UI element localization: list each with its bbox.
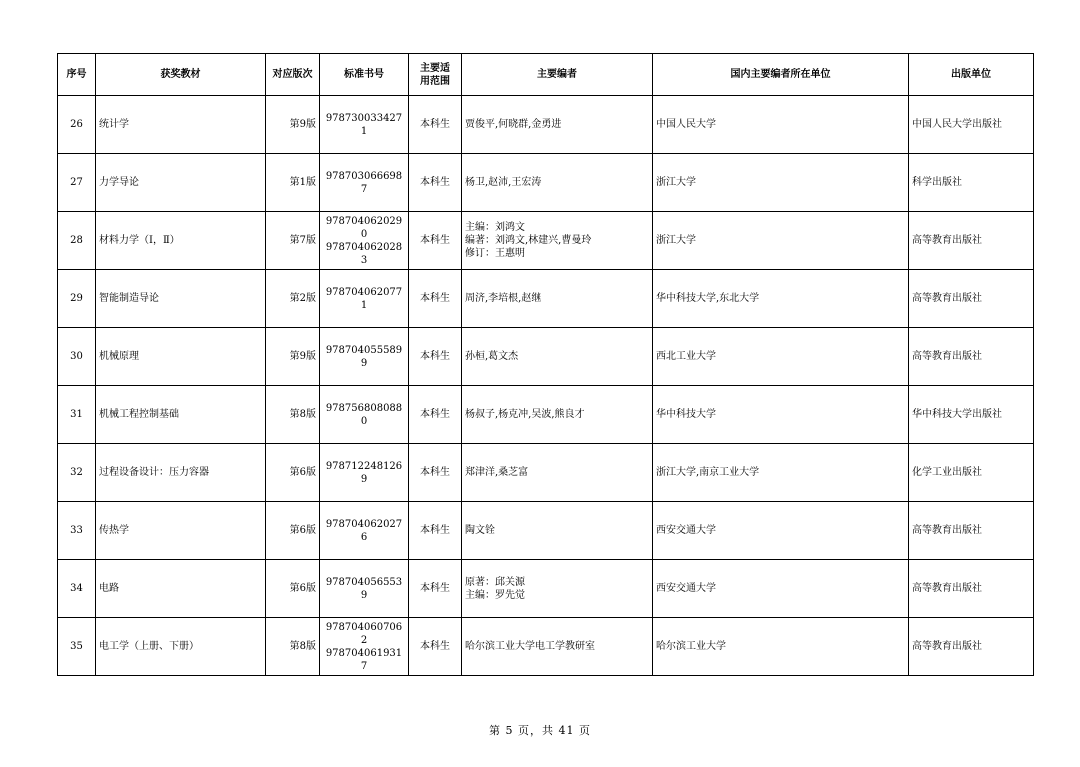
cell-scope: 本科生: [409, 560, 462, 618]
cell-affiliation: 浙江大学: [653, 212, 909, 270]
header-affiliation: 国内主要编者所在单位: [653, 54, 909, 96]
cell-textbook: 智能制造导论: [96, 270, 266, 328]
cell-textbook: 材料力学（Ⅰ，Ⅱ）: [96, 212, 266, 270]
cell-editors: 周济,李培根,赵继: [462, 270, 653, 328]
cell-publisher: 中国人民大学出版社: [909, 96, 1034, 154]
award-textbook-table: [57, 53, 1034, 676]
table-row: [58, 618, 1034, 676]
header-publisher: 出版单位: [909, 54, 1034, 96]
cell-scope: 本科生: [409, 270, 462, 328]
cell-affiliation: 华中科技大学: [653, 386, 909, 444]
cell-scope: 本科生: [409, 328, 462, 386]
header-row: [58, 54, 1034, 96]
cell-index: 27: [58, 154, 96, 212]
cell-publisher: 高等教育出版社: [909, 270, 1034, 328]
header-textbook: 获奖教材: [96, 54, 266, 96]
cell-scope: 本科生: [409, 212, 462, 270]
cell-editors: 贾俊平,何晓群,金勇进: [462, 96, 653, 154]
cell-editors: 主编：刘鸿文 编著：刘鸿文,林建兴,曹曼玲 修订：王惠明: [462, 212, 653, 270]
cell-publisher: 化学工业出版社: [909, 444, 1034, 502]
cell-edition: 第8版: [266, 386, 320, 444]
cell-textbook: 电工学（上册、下册）: [96, 618, 266, 676]
table-row: [58, 444, 1034, 502]
cell-isbn: 9787568080880: [320, 386, 409, 444]
cell-editors: 原著：邱关源 主编：罗先觉: [462, 560, 653, 618]
cell-affiliation: 浙江大学: [653, 154, 909, 212]
header-isbn: 标准书号: [320, 54, 409, 96]
header-edition: 对应版次: [266, 54, 320, 96]
cell-textbook: 传热学: [96, 502, 266, 560]
cell-publisher: 高等教育出版社: [909, 328, 1034, 386]
cell-editors: 孙桓,葛文杰: [462, 328, 653, 386]
cell-textbook: 电路: [96, 560, 266, 618]
cell-affiliation: 西安交通大学: [653, 560, 909, 618]
cell-publisher: 高等教育出版社: [909, 618, 1034, 676]
cell-editors: 郑津洋,桑芝富: [462, 444, 653, 502]
cell-textbook: 过程设备设计：压力容器: [96, 444, 266, 502]
cell-edition: 第2版: [266, 270, 320, 328]
cell-publisher: 科学出版社: [909, 154, 1034, 212]
cell-affiliation: 哈尔滨工业大学: [653, 618, 909, 676]
cell-publisher: 高等教育出版社: [909, 502, 1034, 560]
header-editors: 主要编者: [462, 54, 653, 96]
cell-publisher: 华中科技大学出版社: [909, 386, 1034, 444]
cell-affiliation: 西安交通大学: [653, 502, 909, 560]
cell-isbn: 9787040565539: [320, 560, 409, 618]
cell-index: 29: [58, 270, 96, 328]
cell-edition: 第9版: [266, 96, 320, 154]
cell-edition: 第6版: [266, 444, 320, 502]
table-row: [58, 212, 1034, 270]
cell-scope: 本科生: [409, 444, 462, 502]
cell-isbn: 9787040620771: [320, 270, 409, 328]
header-scope: 主要适 用范围: [409, 54, 462, 96]
cell-editors: 陶文铨: [462, 502, 653, 560]
cell-edition: 第6版: [266, 502, 320, 560]
cell-publisher: 高等教育出版社: [909, 560, 1034, 618]
cell-isbn: 9787040555899: [320, 328, 409, 386]
cell-editors: 哈尔滨工业大学电工学教研室: [462, 618, 653, 676]
cell-textbook: 机械工程控制基础: [96, 386, 266, 444]
cell-isbn: 9787040620290 9787040620283: [320, 212, 409, 270]
cell-textbook: 统计学: [96, 96, 266, 154]
cell-index: 30: [58, 328, 96, 386]
cell-affiliation: 浙江大学,南京工业大学: [653, 444, 909, 502]
cell-textbook: 力学导论: [96, 154, 266, 212]
cell-affiliation: 中国人民大学: [653, 96, 909, 154]
cell-isbn: 9787030666987: [320, 154, 409, 212]
cell-isbn: 9787300334271: [320, 96, 409, 154]
cell-index: 35: [58, 618, 96, 676]
cell-index: 28: [58, 212, 96, 270]
cell-index: 31: [58, 386, 96, 444]
table-row: [58, 386, 1034, 444]
table-row: [58, 154, 1034, 212]
table-row: [58, 96, 1034, 154]
cell-edition: 第6版: [266, 560, 320, 618]
cell-scope: 本科生: [409, 502, 462, 560]
cell-scope: 本科生: [409, 386, 462, 444]
header-index: 序号: [58, 54, 96, 96]
cell-edition: 第1版: [266, 154, 320, 212]
cell-editors: 杨叔子,杨克冲,吴波,熊良才: [462, 386, 653, 444]
cell-edition: 第7版: [266, 212, 320, 270]
page-number: 第 5 页，共 41 页: [489, 724, 591, 737]
cell-index: 34: [58, 560, 96, 618]
cell-affiliation: 西北工业大学: [653, 328, 909, 386]
cell-scope: 本科生: [409, 96, 462, 154]
cell-edition: 第9版: [266, 328, 320, 386]
cell-scope: 本科生: [409, 618, 462, 676]
table-row: [58, 502, 1034, 560]
cell-index: 33: [58, 502, 96, 560]
table-row: [58, 560, 1034, 618]
cell-index: 26: [58, 96, 96, 154]
table-row: [58, 328, 1034, 386]
cell-isbn: 9787040607062 9787040619317: [320, 618, 409, 676]
cell-affiliation: 华中科技大学,东北大学: [653, 270, 909, 328]
cell-isbn: 9787040620276: [320, 502, 409, 560]
cell-edition: 第8版: [266, 618, 320, 676]
cell-editors: 杨卫,赵沛,王宏涛: [462, 154, 653, 212]
cell-textbook: 机械原理: [96, 328, 266, 386]
cell-publisher: 高等教育出版社: [909, 212, 1034, 270]
cell-isbn: 9787122481269: [320, 444, 409, 502]
table-row: [58, 270, 1034, 328]
cell-index: 32: [58, 444, 96, 502]
cell-scope: 本科生: [409, 154, 462, 212]
